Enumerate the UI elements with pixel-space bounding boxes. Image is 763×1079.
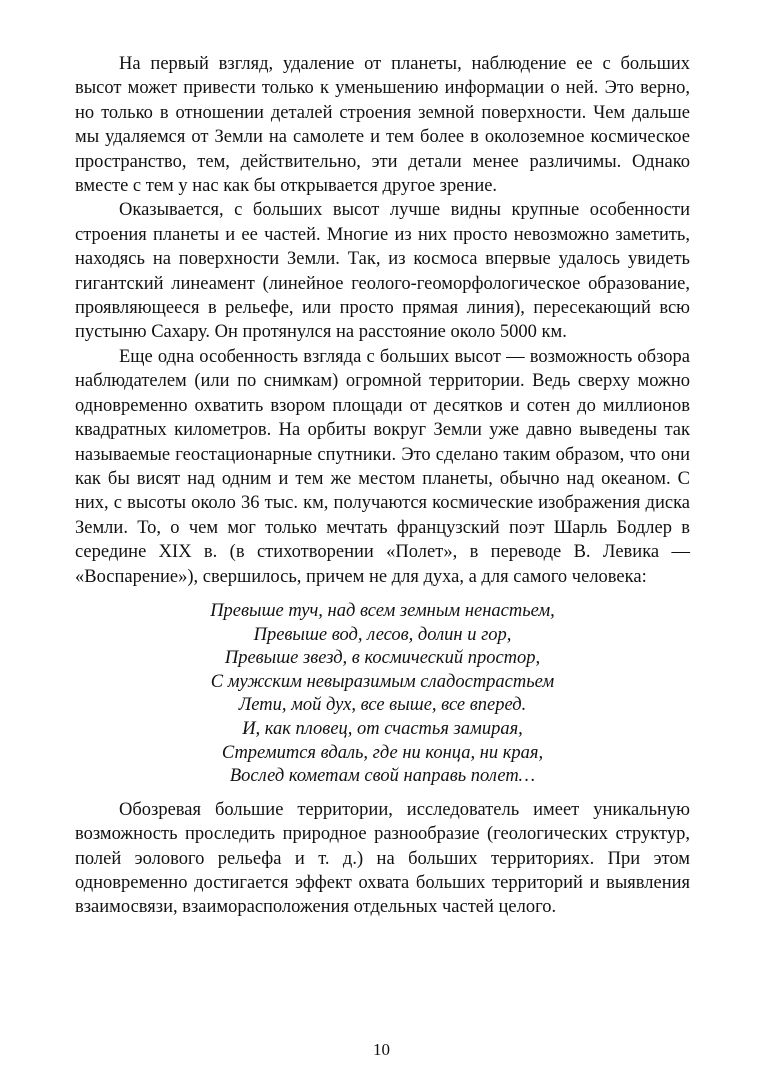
poem-line: Превыше туч, над всем земным ненастьем, <box>210 600 555 621</box>
paragraph-intro: На первый взгляд, удаление от планеты, наблюдение ее с больших высот может привести только к уменьшению информации о ней. Это верно, но только в отношении деталей строения земной поверхности. Чем дальше мы удаляемся от Земли на самолете и тем более в околоземное космическое пространство, тем, действительно, эти детали менее различимы. Однако вместе с тем у нас как бы открывается другое зрение. <box>75 54 690 197</box>
poem-quote <box>75 600 690 789</box>
poem-line: Лети, мой дух, все выше, все вперед. <box>238 695 527 716</box>
page-number: 10 <box>373 1040 390 1059</box>
paragraph-wide-overview: Еще одна особенность взгляда с больших высот — возможность обзора наблюдателем (или по снимкам) огромной территории. Ведь сверху можно одновременно охватить взором площади от десятков и сотен до миллионов квадратных километров. На орбиты вокруг Земли уже давно выведены так называемые геостационарные спутники. Это сделано таким образом, что они как бы висят над одним и тем же местом планеты, обычно над океаном. С них, с высоты около 36 тыс. км, получаются космические изображения диска Земли. То, о чем мог только мечтать французский поэт Шарль Бодлер в середине XIX в. (в стихотворении «Полет», в переводе В. Левика — «Воспарение»), свершилось, причем не для духа, а для самого человека: <box>75 346 690 587</box>
paragraph-large-features: Оказывается, с больших высот лучше видны крупные особенности строения планеты и ее частей. Многие из них просто невозможно заметить, находясь на поверхности Земли. Так, из космоса впервые удалось увидеть гигантский линеамент (линейное геолого-геоморфологическое образование, проявляющееся в рельефе, или просто прямая линия), пересекающий всю пустыню Сахару. Он протянулся на расстояние около 5000 км. <box>75 200 690 343</box>
poem-line: Вослед кометам свой направь полет… <box>229 766 536 787</box>
poem-line: И, как пловец, от счастья замирая, <box>242 718 523 739</box>
paragraph-closing: Обозревая большие территории, исследователь имеет уникальную возможность проследить природное разнообразие (геологических структур, полей эолового рельефа и т. д.) на больших территориях. При этом одновременно достигается эффект охвата больших территорий и выявления взаимосвязи, взаиморасположения отдельных частей целого. <box>75 799 690 918</box>
poem-line: С мужским невыразимым сладострастьем <box>210 671 555 692</box>
poem-line: Стремится вдаль, где ни конца, ни края, <box>221 742 544 763</box>
poem-line: Превыше вод, лесов, долин и гор, <box>253 624 512 645</box>
page-body <box>75 52 690 920</box>
poem-line: Превыше звезд, в космический простор, <box>224 648 541 669</box>
